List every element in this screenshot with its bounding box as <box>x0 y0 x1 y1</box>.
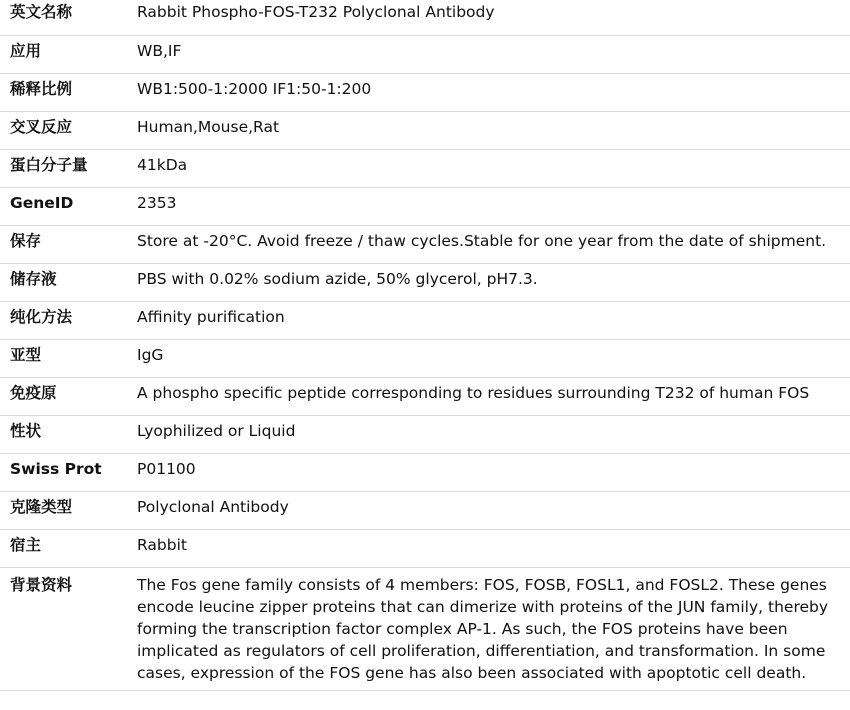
row-value: A phospho specific peptide corresponding to residues surrounding T232 of human FOS <box>128 377 850 415</box>
row-label: 亚型 <box>0 339 128 377</box>
row-label: 交叉反应 <box>0 111 128 149</box>
table-row <box>0 263 850 301</box>
table-row <box>0 73 850 111</box>
table-row <box>0 0 850 35</box>
row-value: Lyophilized or Liquid <box>128 415 850 453</box>
row-value: Human,Mouse,Rat <box>128 111 850 149</box>
row-label: 稀释比例 <box>0 73 128 111</box>
row-value: P01100 <box>128 453 850 491</box>
row-label: 性状 <box>0 415 128 453</box>
table-row-background <box>0 567 850 690</box>
row-value: Store at -20°C. Avoid freeze / thaw cycles.Stable for one year from the date of shipment. <box>128 225 850 263</box>
row-label: Swiss Prot <box>0 453 128 491</box>
row-label: 克隆类型 <box>0 491 128 529</box>
table-row <box>0 35 850 73</box>
row-value: Polyclonal Antibody <box>128 491 850 529</box>
row-value: WB1:500-1:2000 IF1:50-1:200 <box>128 73 850 111</box>
row-value-background: The Fos gene family consists of 4 members: FOS, FOSB, FOSL1, and FOSL2. These genes encode leucine zipper proteins that can dimerize with proteins of the JUN family, thereby forming the transcription factor complex AP-1. As such, the FOS proteins have been implicated as regulators of cell proliferation, differentiation, and transformation. In some cases, expression of the FOS gene has also been associated with apoptotic cell death. <box>128 567 850 690</box>
row-value: Affinity purification <box>128 301 850 339</box>
table-row <box>0 301 850 339</box>
row-label: 保存 <box>0 225 128 263</box>
table-row <box>0 491 850 529</box>
table-row <box>0 529 850 567</box>
row-label: 蛋白分子量 <box>0 149 128 187</box>
row-value: Rabbit <box>128 529 850 567</box>
row-label: 应用 <box>0 35 128 73</box>
row-value: Rabbit Phospho-FOS-T232 Polyclonal Antibody <box>128 0 850 35</box>
table-row <box>0 149 850 187</box>
row-label: 纯化方法 <box>0 301 128 339</box>
table-row <box>0 111 850 149</box>
table-row <box>0 415 850 453</box>
table-row <box>0 339 850 377</box>
row-value: PBS with 0.02% sodium azide, 50% glycerol, pH7.3. <box>128 263 850 301</box>
table-row <box>0 225 850 263</box>
table-row <box>0 453 850 491</box>
row-value: 2353 <box>128 187 850 225</box>
row-value: WB,IF <box>128 35 850 73</box>
row-value: IgG <box>128 339 850 377</box>
table-row <box>0 187 850 225</box>
row-value: 41kDa <box>128 149 850 187</box>
row-label: GeneID <box>0 187 128 225</box>
row-label: 英文名称 <box>0 0 128 35</box>
row-label: 免疫原 <box>0 377 128 415</box>
row-label: 储存液 <box>0 263 128 301</box>
table-row <box>0 377 850 415</box>
row-label: 宿主 <box>0 529 128 567</box>
row-label: 背景资料 <box>0 567 128 690</box>
